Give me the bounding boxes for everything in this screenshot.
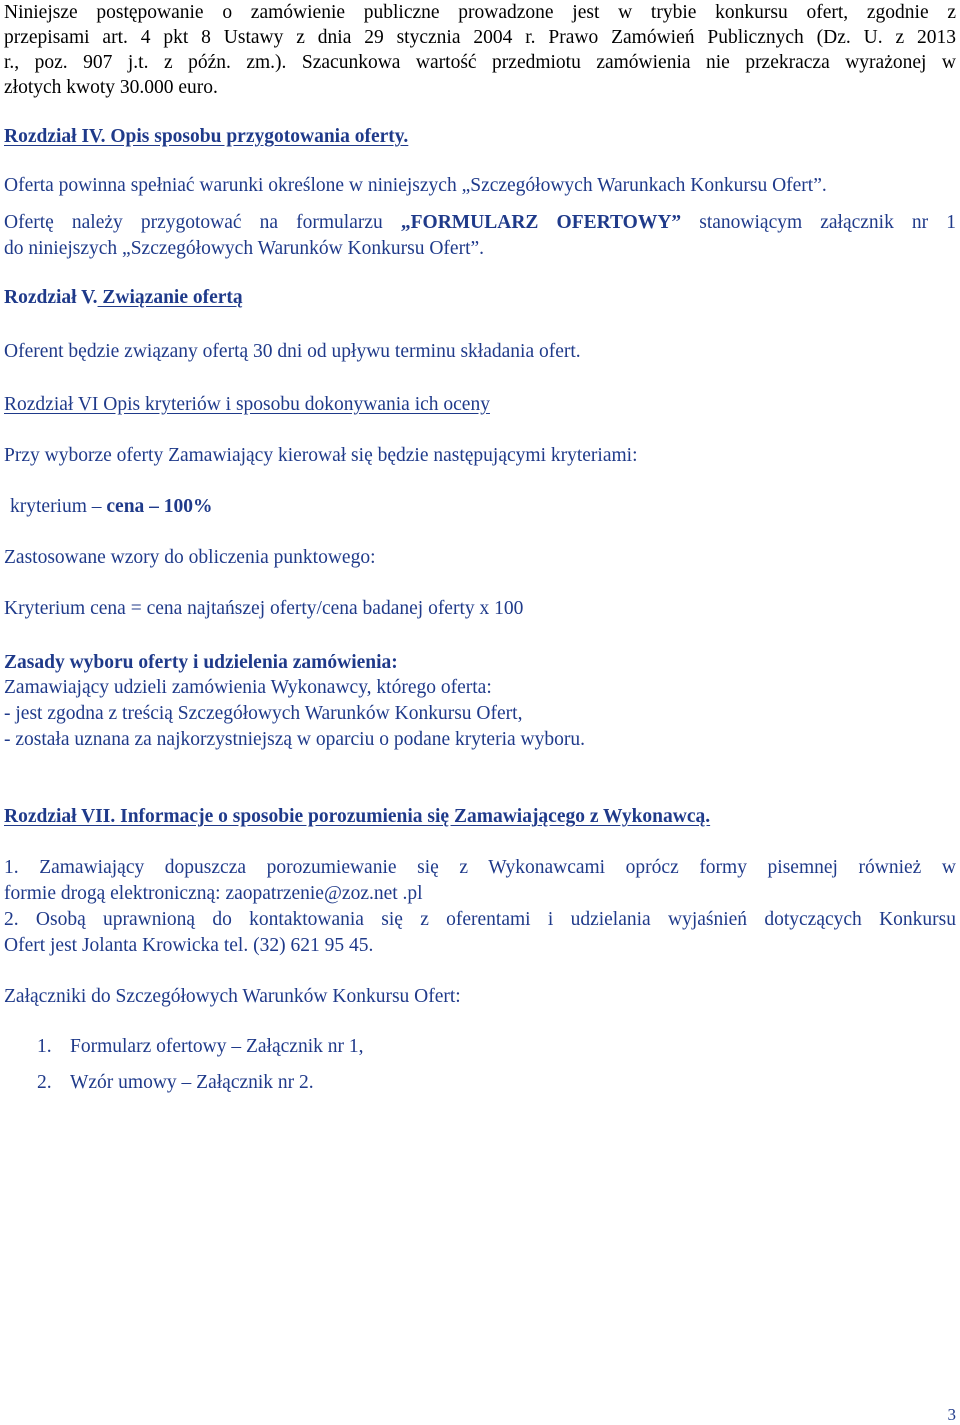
criterion-line (10, 494, 956, 520)
intro-line-4: złotych kwoty 30.000 euro. (4, 77, 218, 98)
criterion-value: cena – 100% (106, 496, 213, 517)
attachment-2-text: Wzór umowy – Załącznik nr 2. (70, 1072, 314, 1093)
section-5-label: Rozdział V. (4, 287, 98, 308)
section-5-text: Oferent będzie związany ofertą 30 dni od upływu terminu składania ofert. (4, 341, 581, 362)
attachment-1-number: 1. (37, 1036, 52, 1057)
section-7-item-2-line-2: Ofert jest Jolanta Krowicka tel. (32) 621 95 45. (4, 935, 374, 956)
section-4-paragraph-1: Oferta powinna spełniać warunki określone w niniejszych „Szczegółowych Warunkach Konkursu Ofert”. (4, 175, 827, 196)
section-5-title: Związanie ofertą (97, 287, 243, 308)
criterion-prefix: kryterium – (10, 496, 107, 517)
attachments-heading: Załączniki do Szczegółowych Warunków Konkursu Ofert: (4, 986, 461, 1007)
rules-intro: Zamawiający udzieli zamówienia Wykonawcy, którego oferta: (4, 677, 492, 698)
section-4-paragraph-2-line-2: do niniejszych „Szczegółowych Warunków Konkursu Ofert”. (4, 238, 485, 259)
rule-2: - została uznana za najkorzystniejszą w oparciu o podane kryteria wyboru. (4, 729, 585, 750)
attachment-2-number: 2. (37, 1072, 52, 1093)
intro-line-2: przepisami art. 4 pkt 8 Ustawy z dnia 29 stycznia 2004 r. Prawo Zamówień Publicznych (Dz. U. z 2013 (4, 27, 956, 48)
p2-prefix: Ofertę należy przygotować na formularzu (4, 212, 401, 233)
intro-line-3: r., poz. 907 j.t. z późn. zm.). Szacunkowa wartość przedmiotu zamówienia nie przekracza wyrażonej w (4, 52, 956, 73)
section-7-item-1-line-2: formie drogą elektroniczną: zaopatrzenie@zoz.net .pl (4, 883, 423, 904)
section-7-heading: Rozdział VII. Informacje o sposobie porozumienia się Zamawiającego z Wykonawcą. (4, 806, 711, 827)
intro-line-1: Niniejsze postępowanie o zamówienie publiczne prowadzone jest w trybie konkursu ofert, zgodnie z (4, 2, 956, 23)
section-6-heading: Rozdział VI Opis kryteriów i sposobu dokonywania ich oceny (4, 394, 490, 415)
section-4-heading: Rozdział IV. Opis sposobu przygotowania oferty. (4, 126, 409, 147)
form-name-bold: „FORMULARZ OFERTOWY” (400, 212, 682, 233)
section-7-item-2-line-1: 2. Osobą uprawnioną do kontaktowania się z oferentami i udzielania wyjaśnień dotyczących Konkursu (4, 909, 956, 930)
rules-heading: Zasady wyboru oferty i udzielenia zamówienia: (4, 652, 398, 673)
section-5-heading (4, 285, 956, 311)
formulas-label: Zastosowane wzory do obliczenia punktowego: (4, 547, 376, 568)
p2-suffix: stanowiącym załącznik nr 1 (681, 212, 957, 233)
section-7-item-1-line-1: 1. Zamawiający dopuszcza porozumiewanie się z Wykonawcami oprócz formy pisemnej również w (4, 857, 956, 878)
page-number: 3 (947, 1405, 956, 1424)
section-4-paragraph-2-line-1 (4, 210, 956, 236)
formula: Kryterium cena = cena najtańszej oferty/cena badanej oferty x 100 (4, 598, 524, 619)
section-6-intro: Przy wyborze oferty Zamawiający kierował się będzie następującymi kryteriami: (4, 445, 638, 466)
rule-1: - jest zgodna z treścią Szczegółowych Warunków Konkursu Ofert, (4, 703, 523, 724)
attachment-1-text: Formularz ofertowy – Załącznik nr 1, (70, 1036, 364, 1057)
